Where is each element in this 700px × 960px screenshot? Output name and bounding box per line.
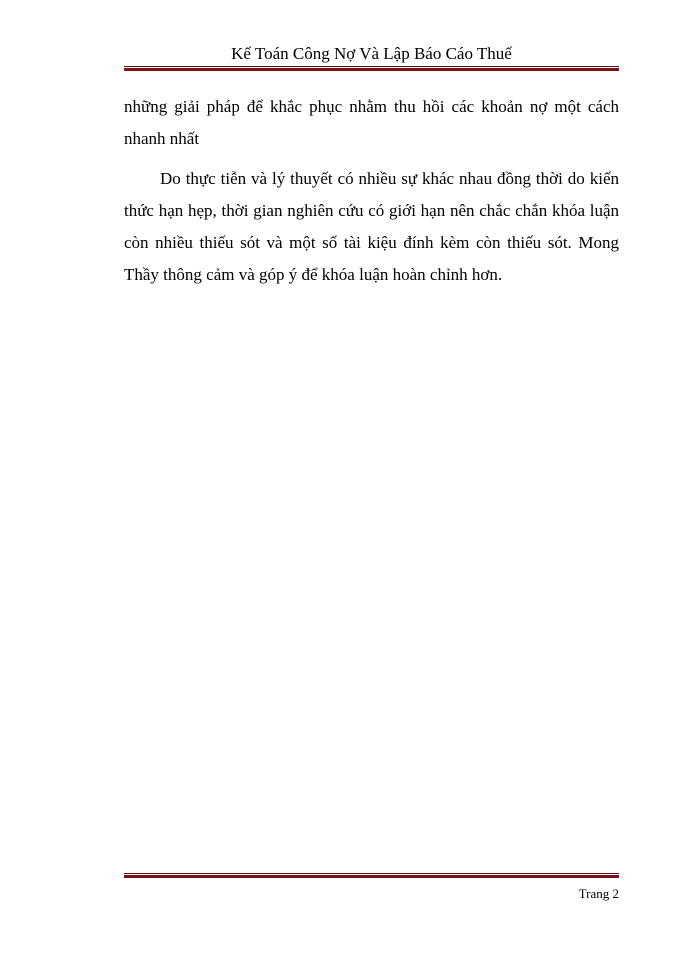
footer-rule — [124, 873, 619, 878]
footer-rule-thin-line — [124, 873, 619, 874]
paragraph-continuation: những giải pháp để khắc phục nhằm thu hồi các khoản nợ một cách nhanh nhất — [124, 97, 619, 148]
header-rule — [124, 66, 619, 71]
paragraph-conclusion: Do thực tiễn và lý thuyết có nhiều sự khác nhau đồng thời do kiến thức hạn hẹp, thời gian nghiên cứu có giới hạn nên chắc chắn khóa luận còn nhiều thiếu sót và một số tài kiệu đính kèm còn thiếu sót. Mong Thầy thông cảm và góp ý để khóa luận hoàn chỉnh hơn. — [124, 169, 619, 284]
header-rule-thick-line — [124, 68, 619, 71]
page-number: Trang 2 — [578, 886, 619, 901]
header-rule-thin-line — [124, 66, 619, 67]
running-header-title: Kế Toán Công Nợ Và Lập Báo Cáo Thuế — [231, 44, 512, 63]
footer-rule-thick-line — [124, 875, 619, 878]
body-text — [124, 91, 619, 291]
